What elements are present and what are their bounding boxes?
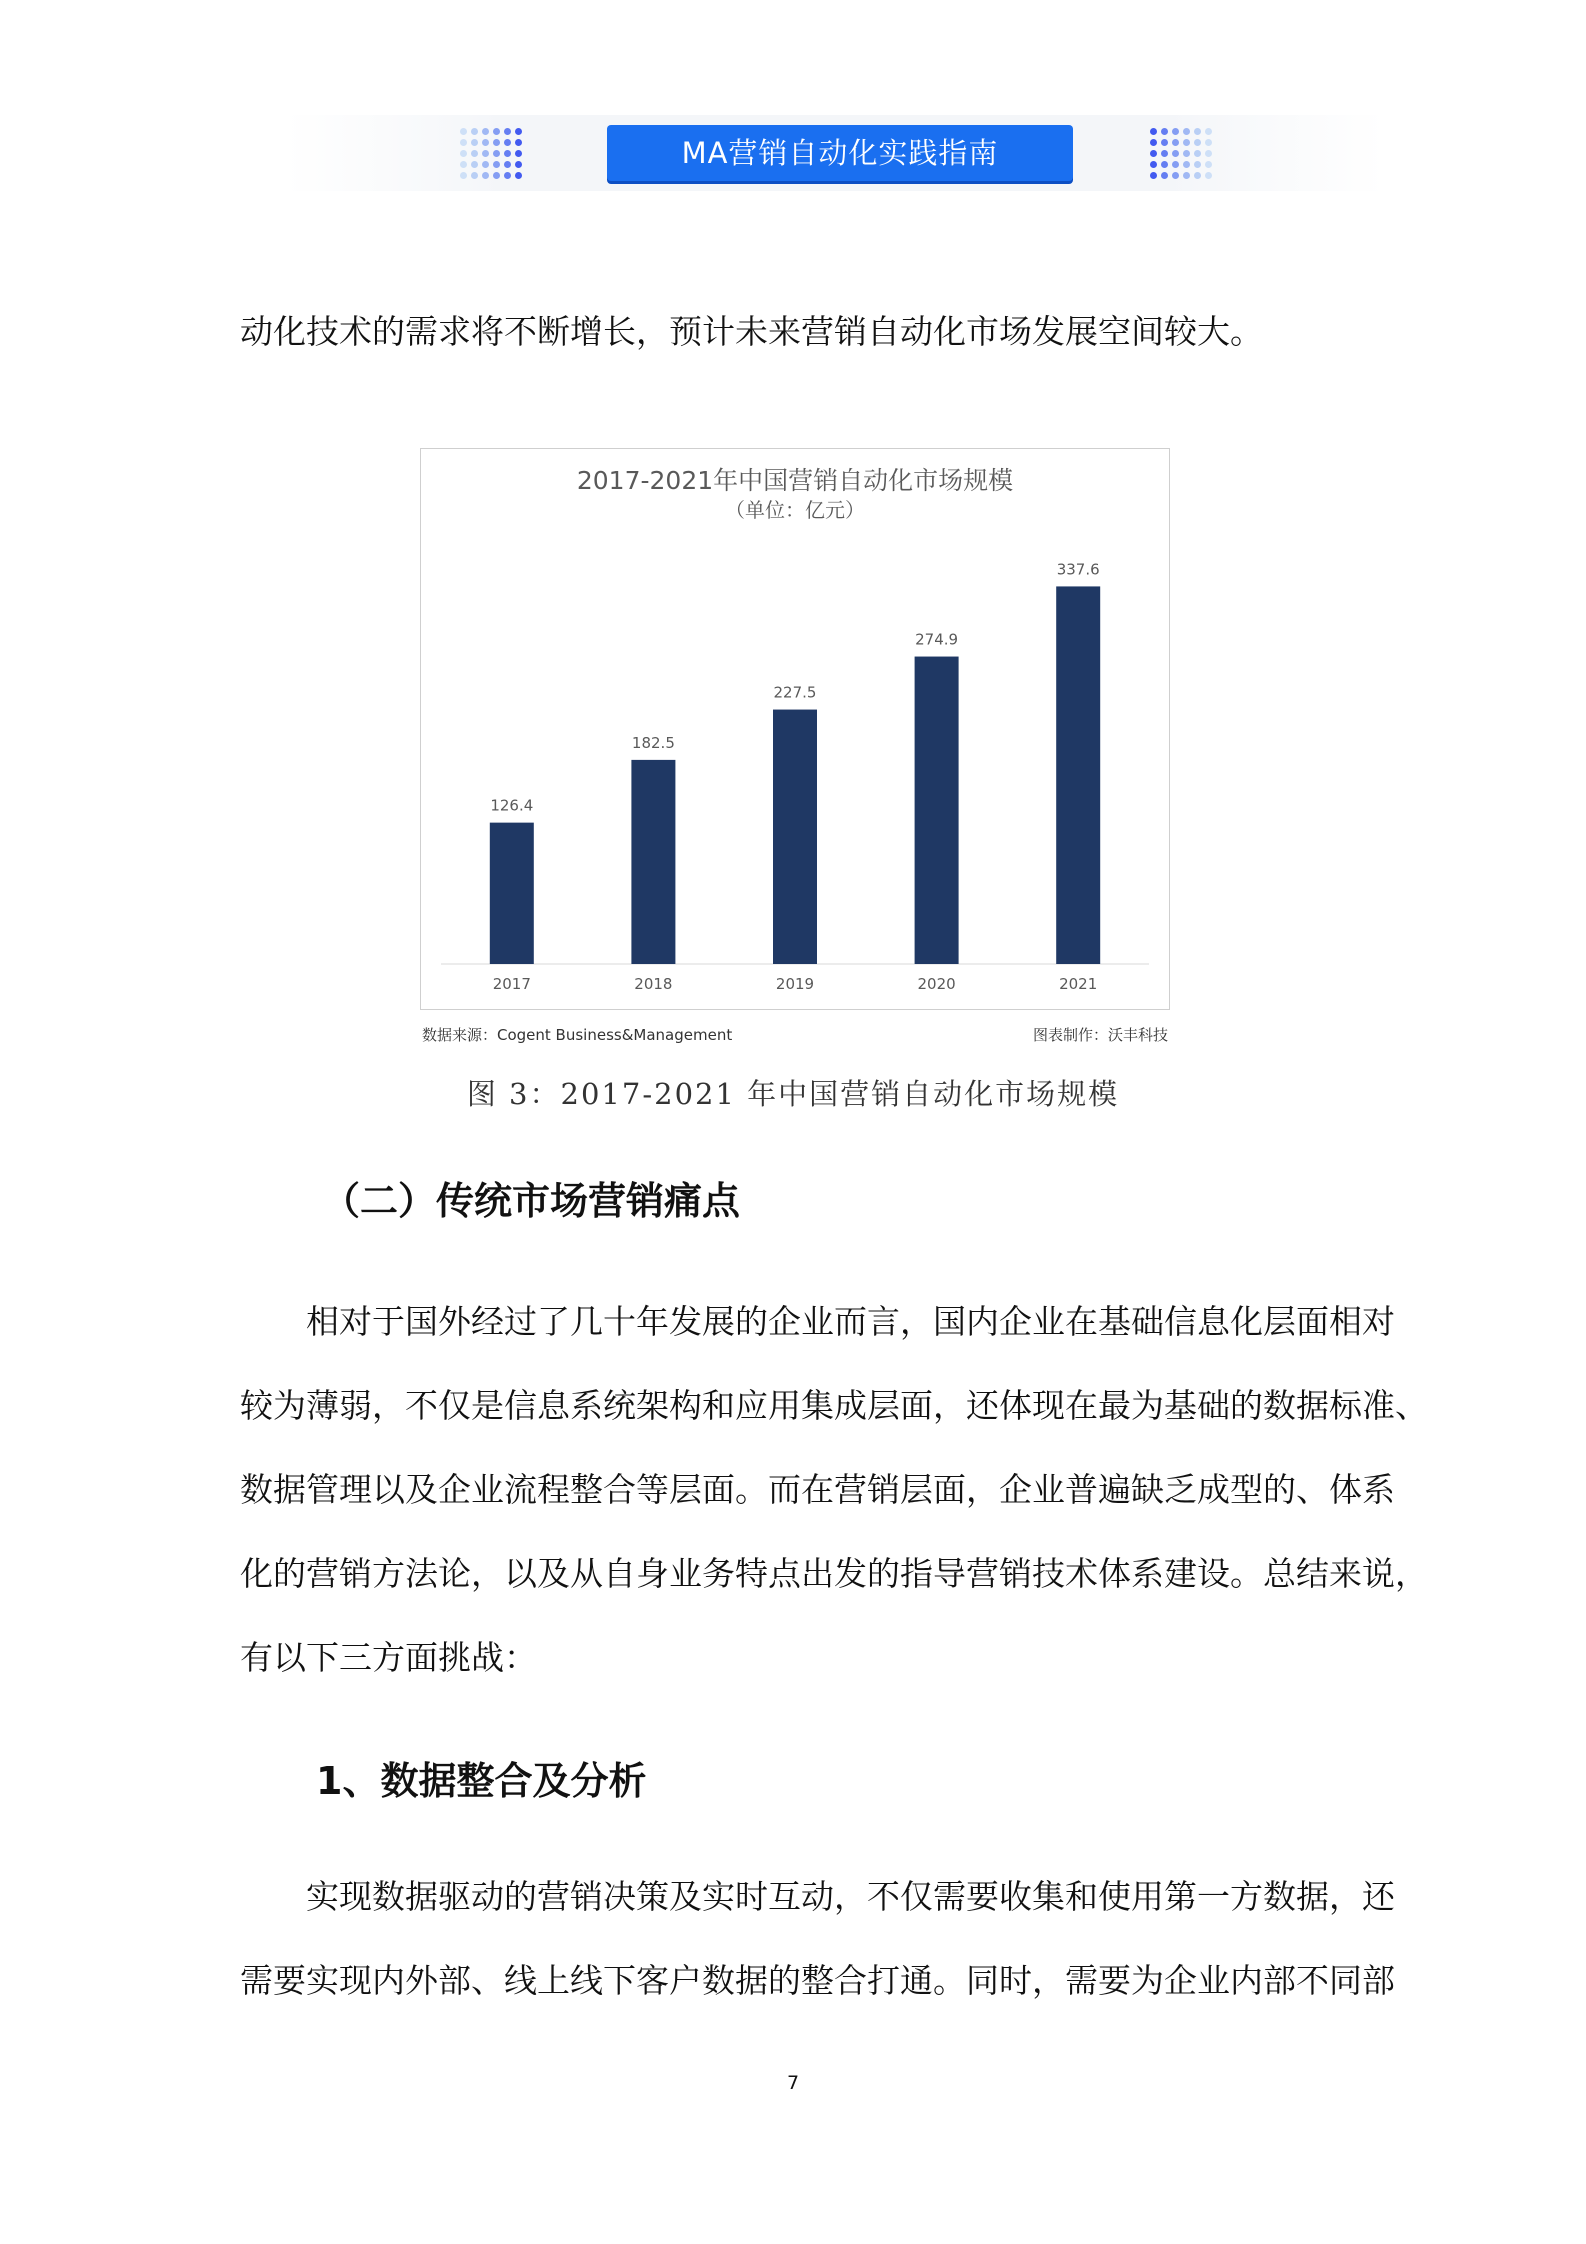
dot-decoration: [482, 128, 489, 135]
dot-decoration: [482, 150, 489, 157]
dot-decoration: [1161, 172, 1168, 179]
subsection-heading: 1、数据整合及分析: [316, 1759, 647, 1803]
x-tick-label-2021: 2021: [1059, 975, 1098, 993]
figure-caption: 图 3：2017-2021 年中国营销自动化市场规模: [466, 1077, 1120, 1111]
bar-2020: [915, 657, 959, 964]
data-label-2019: 227.5: [773, 683, 817, 702]
chart-title: 2017-2021年中国营销自动化市场规模: [576, 466, 1014, 495]
dot-decoration: [493, 150, 500, 157]
bar-2019: [773, 710, 817, 964]
chart-credit: 图表制作：沃丰科技: [1032, 1026, 1168, 1044]
dot-decoration: [1172, 128, 1179, 135]
dot-decoration: [1194, 161, 1201, 168]
bar-2021: [1056, 586, 1100, 964]
data-label-2020: 274.9: [915, 630, 959, 649]
dot-decoration: [482, 172, 489, 179]
chart-source: 数据来源：Cogent Business&Management: [422, 1026, 733, 1044]
header-dots-left-decoration: [460, 128, 530, 182]
dot-decoration: [1172, 161, 1179, 168]
x-tick-label-2017: 2017: [492, 975, 531, 993]
dot-decoration: [515, 161, 522, 168]
bar-2018: [631, 760, 675, 964]
dot-decoration: [504, 139, 511, 146]
dot-decoration: [1161, 161, 1168, 168]
paragraph-line: 需要实现内外部、线上线下客户数据的整合打通。同时，需要为企业内部不同部: [240, 1961, 1395, 2000]
dot-decoration: [1194, 128, 1201, 135]
dot-decoration: [460, 150, 467, 157]
dot-decoration: [471, 150, 478, 157]
paragraph-line: 化的营销方法论，以及从自身业务特点出发的指导营销技术体系建设。总结来说，: [240, 1554, 1428, 1593]
dot-decoration: [493, 172, 500, 179]
dot-decoration: [471, 161, 478, 168]
intro-paragraph: [240, 290, 1350, 374]
dot-decoration: [1183, 150, 1190, 157]
dot-decoration: [1172, 150, 1179, 157]
dot-decoration: [471, 128, 478, 135]
header-title: MA营销自动化实践指南: [607, 125, 1073, 181]
bar-2017: [490, 823, 534, 964]
data-label-2017: 126.4: [490, 796, 534, 815]
dot-decoration: [1150, 128, 1157, 135]
dot-decoration: [504, 161, 511, 168]
dot-decoration: [471, 139, 478, 146]
paragraph-line: 动化技术的需求将不断增长，预计未来营销自动化市场发展空间较大。: [240, 312, 1263, 351]
dot-decoration: [1150, 150, 1157, 157]
dot-decoration: [1194, 139, 1201, 146]
page-number: 7: [786, 2072, 800, 2094]
dot-decoration: [1183, 161, 1190, 168]
dot-decoration: [493, 128, 500, 135]
dot-decoration: [493, 161, 500, 168]
paragraph-line: 有以下三方面挑战：: [240, 1638, 537, 1677]
chart-subtitle: （单位：亿元）: [725, 498, 865, 522]
dot-decoration: [1194, 172, 1201, 179]
dot-decoration: [1183, 128, 1190, 135]
dot-decoration: [1161, 150, 1168, 157]
x-tick-label-2019: 2019: [775, 975, 815, 993]
data-label-2018: 182.5: [631, 733, 675, 752]
paragraph-line: 较为薄弱，不仅是信息系统架构和应用集成层面，还体现在最为基础的数据标准、: [240, 1386, 1428, 1425]
dot-decoration: [1205, 150, 1212, 157]
dot-decoration: [1205, 139, 1212, 146]
bar-chart: [420, 448, 1170, 1010]
dot-decoration: [1150, 172, 1157, 179]
bar-chart-svg: [421, 449, 1169, 1009]
dot-decoration: [1205, 172, 1212, 179]
dot-decoration: [1150, 161, 1157, 168]
dot-decoration: [471, 172, 478, 179]
paragraph-line: 相对于国外经过了几十年发展的企业而言，国内企业在基础信息化层面相对: [306, 1302, 1395, 1341]
subsection-paragraph: [240, 1855, 1395, 2023]
section-heading: （二）传统市场营销痛点: [322, 1179, 741, 1223]
paragraph-line: 实现数据驱动的营销决策及实时互动，不仅需要收集和使用第一方数据，还: [306, 1877, 1395, 1916]
data-label-2021: 337.6: [1056, 560, 1100, 579]
dot-decoration: [460, 161, 467, 168]
dot-decoration: [1183, 172, 1190, 179]
dot-decoration: [1161, 139, 1168, 146]
dot-decoration: [504, 172, 511, 179]
dot-decoration: [1161, 128, 1168, 135]
x-tick-label-2018: 2018: [634, 975, 673, 993]
dot-decoration: [460, 172, 467, 179]
dot-decoration: [1172, 172, 1179, 179]
dot-decoration: [493, 139, 500, 146]
dot-decoration: [504, 150, 511, 157]
dot-decoration: [1150, 139, 1157, 146]
dot-decoration: [1172, 139, 1179, 146]
dot-decoration: [460, 128, 467, 135]
dot-decoration: [1194, 150, 1201, 157]
dot-decoration: [1205, 161, 1212, 168]
dot-decoration: [515, 172, 522, 179]
x-tick-label-2020: 2020: [917, 975, 956, 993]
dot-decoration: [504, 128, 511, 135]
dot-decoration: [460, 139, 467, 146]
paragraph-line: 数据管理以及企业流程整合等层面。而在营销层面，企业普遍缺乏成型的、体系: [240, 1470, 1395, 1509]
header-dots-right-decoration: [1150, 128, 1220, 182]
dot-decoration: [1205, 128, 1212, 135]
dot-decoration: [515, 150, 522, 157]
dot-decoration: [482, 139, 489, 146]
section-paragraph: [240, 1280, 1428, 1700]
dot-decoration: [515, 128, 522, 135]
dot-decoration: [515, 139, 522, 146]
dot-decoration: [1183, 139, 1190, 146]
dot-decoration: [482, 161, 489, 168]
